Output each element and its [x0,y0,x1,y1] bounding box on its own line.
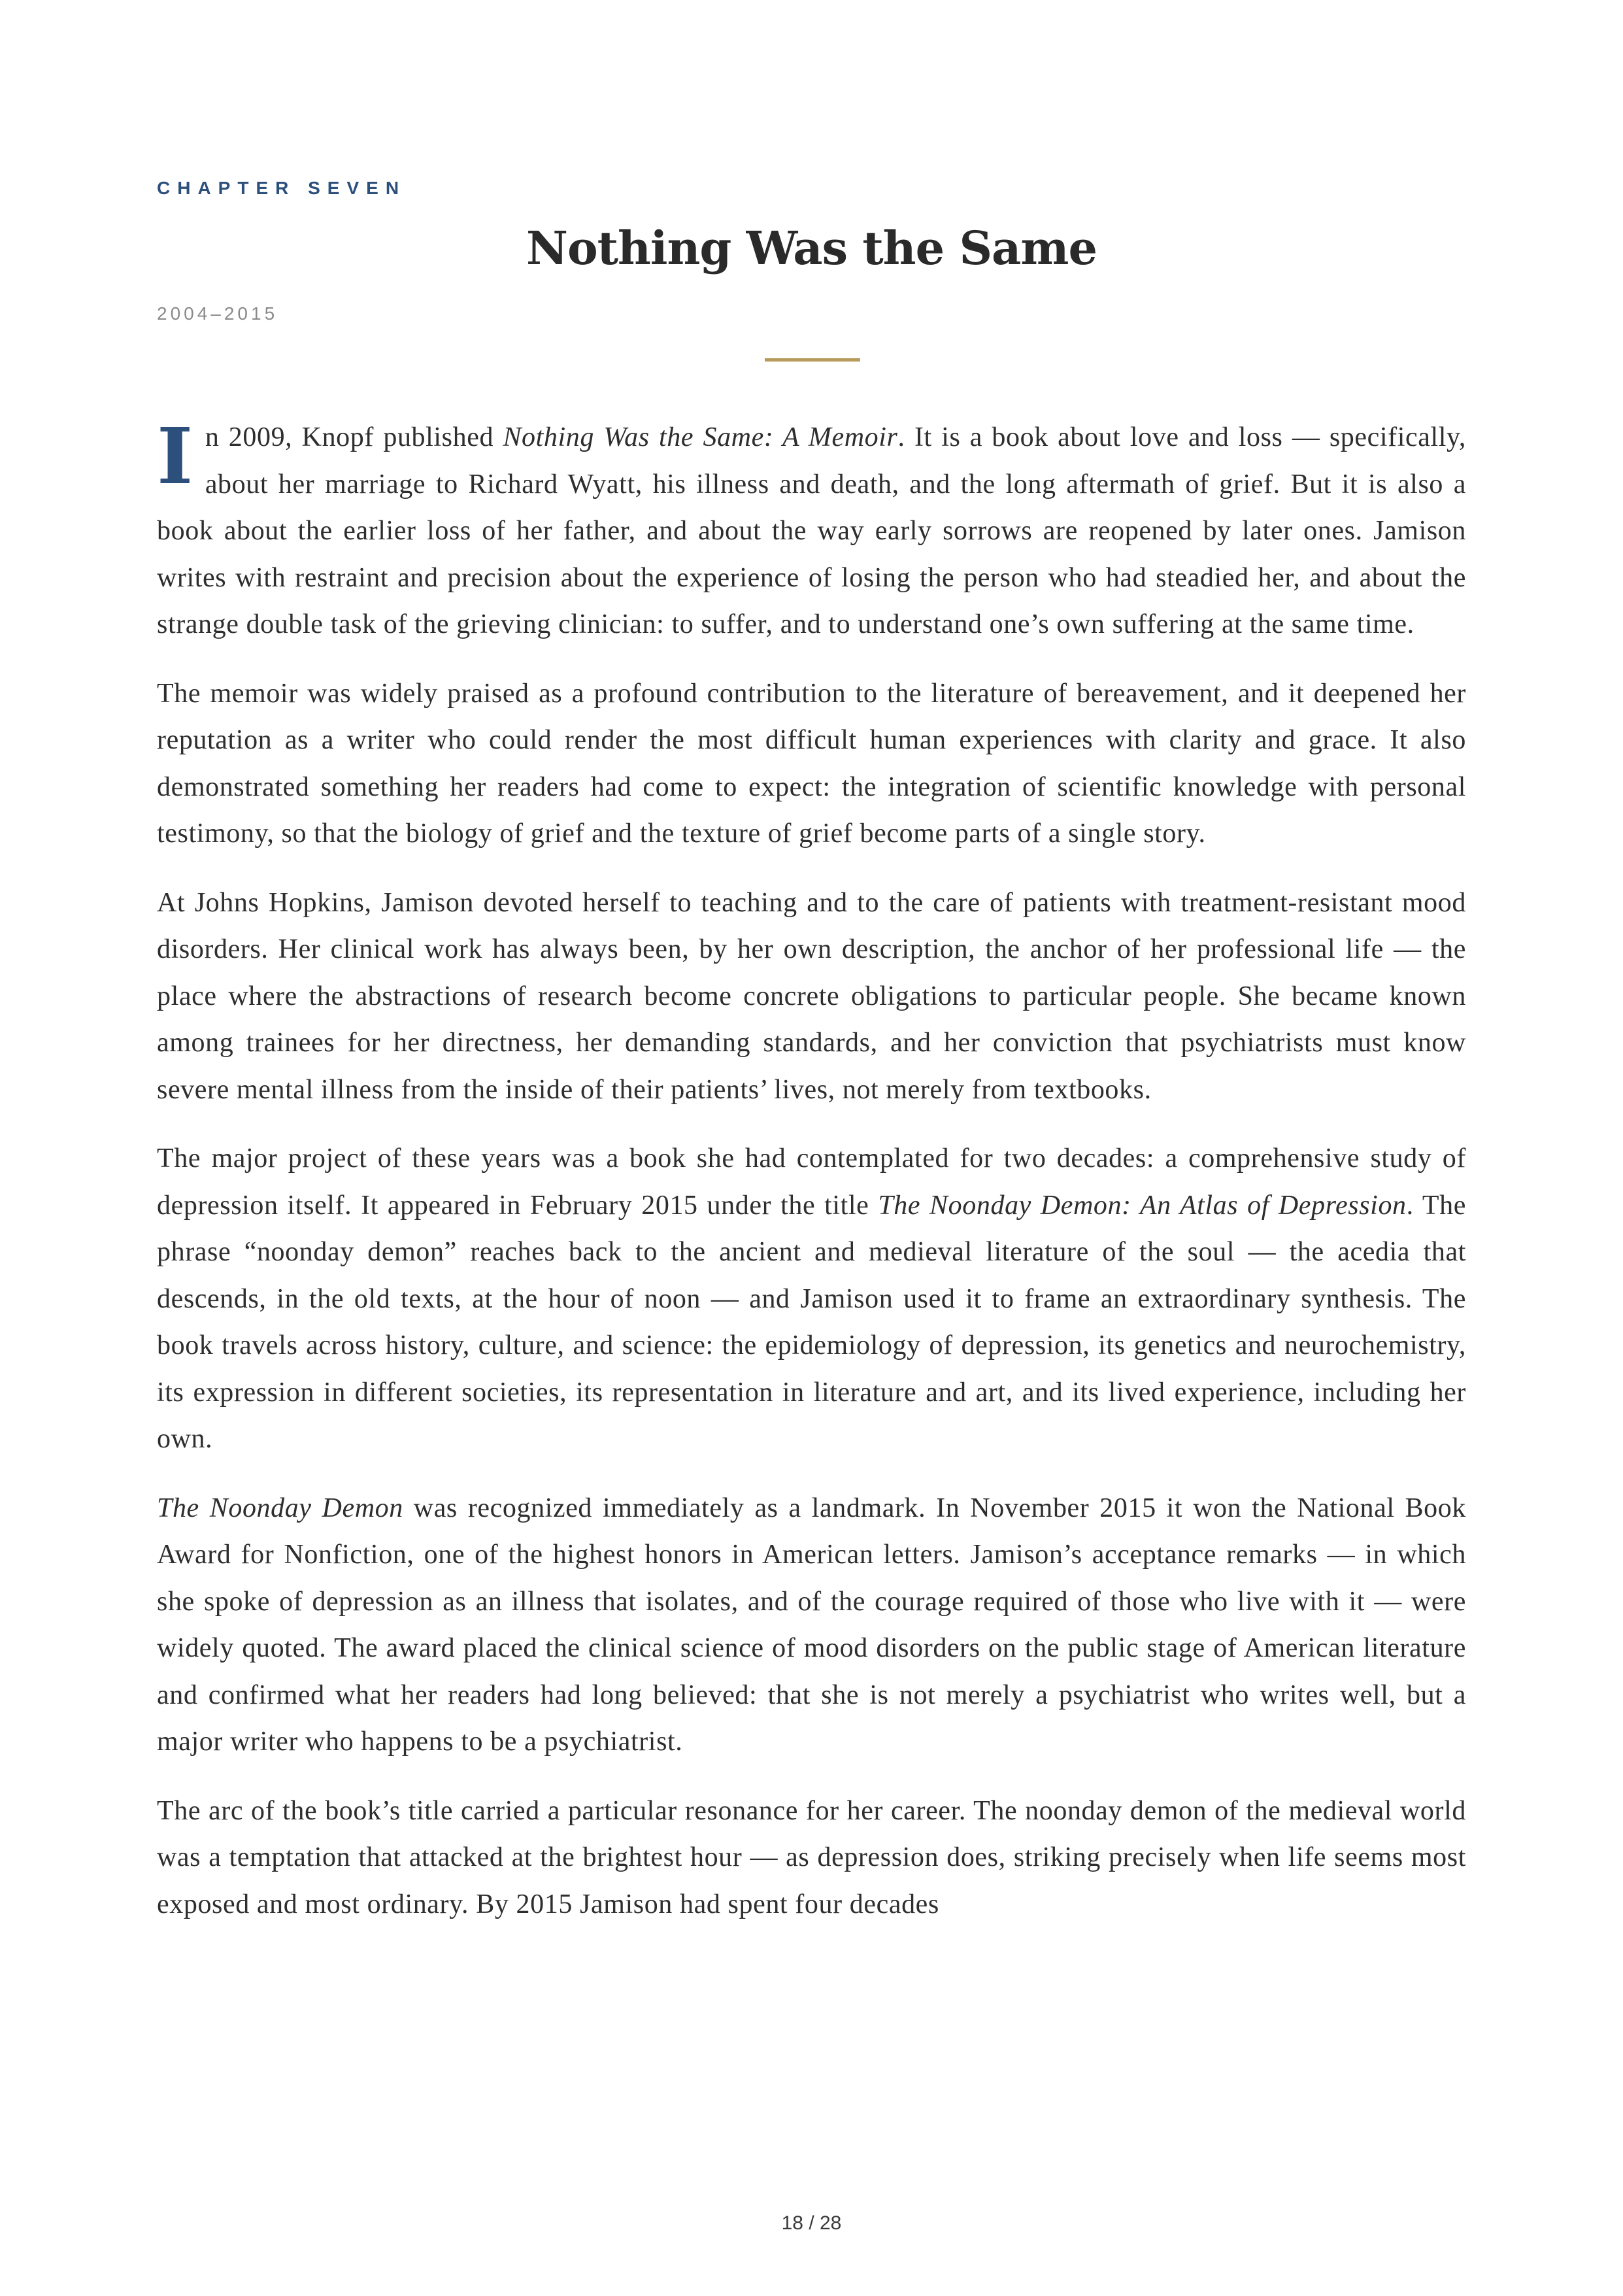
paragraph-text: . It is a book about love and loss — specifically, about her marriage to Richard Wyatt, his illness and death, and the long aftermath of grief. But it is also a book about the earlier loss of her father, and about the way early sorrows are reopened by later ones. Jamison writes with restraint and precision about the experience of losing the person who had steadied her, and about the strange double task of the grieving clinician: to suffer, and to understand one’s own suffering at the same time. [157,422,1466,639]
paragraph-text: The memoir was widely praised as a profound contribution to the literature of bereavement, and it deepened her reputation as a writer who could render the most difficult human experiences with clarity and grace. It also demonstrated something her readers had come to expect: the integration of scientific knowledge with personal testimony, so that the biology of grief and the texture of grief become parts of a single story. [157,678,1466,849]
book-title-italic: Nothing Was the Same: A Memoir [503,422,898,452]
paragraph-4 [157,1136,1466,1463]
paragraph-2 [157,671,1466,858]
paragraph-3 [157,880,1466,1114]
drop-cap: I [157,411,193,501]
paragraph-6 [157,1788,1466,1929]
chapter-body [157,411,1466,1950]
paragraph-1 [157,411,1466,649]
book-title-italic: The Noonday Demon: An Atlas of Depression [878,1190,1407,1221]
paragraph-text: was recognized immediately as a landmark. In November 2015 it won the National Book Award for Nonfiction, one of the highest honors in American letters. Jamison’s acceptance remarks — in which she spoke of depression as an illness that isolates, and of the courage required of those who live with it — were widely quoted. The award placed the clinical science of mood disorders on the public stage of American literature and confirmed what her readers had long believed: that she is not merely a psychiatrist who writes well, but a major writer who happens to be a psychiatrist. [157,1493,1466,1757]
paragraph-text: The major project of these years was a book she had contemplated for two decades: a comprehensive study of depression itself. It appeared in February 2015 under the title [157,1143,1466,1221]
paragraph-text: . The phrase “noonday demon” reaches back to the ancient and medieval literature of the soul — the acedia that descends, in the old texts, at the hour of noon — and Jamison used it to frame an extraordinary synthesis. The book travels across history, culture, and science: the epidemiology of depression, its genetics and neurochemistry, its expression in different societies, its representation in literature and art, and its lived experience, including her own. [157,1190,1466,1454]
paragraph-text: n 2009, Knopf published [205,422,503,452]
page-number: 18 / 28 [781,2212,842,2234]
chapter-title: Nothing Was the Same [526,221,1097,275]
chapter-date-range: 2004–2015 [157,303,278,324]
title-divider [765,358,860,362]
paragraph-text: The arc of the book’s title carried a particular resonance for her career. The noonday demon of the medieval world was a temptation that attacked at the brightest hour — as depression does, striking precisely when life seems most exposed and most ordinary. By 2015 Jamison had spent four decades [157,1795,1466,1919]
paragraph-5 [157,1485,1466,1766]
paragraph-text: At Johns Hopkins, Jamison devoted herself to teaching and to the care of patients with treatment-resistant mood disorders. Her clinical work has always been, by her own description, the anchor of her professional life — the place where the abstractions of research become concrete obligations to particular people. She became known among trainees for her directness, her demanding standards, and her conviction that psychiatrists must know severe mental illness from the inside of their patients’ lives, not merely from textbooks. [157,887,1466,1105]
book-title-italic: The Noonday Demon [157,1493,403,1523]
chapter-label: CHAPTER SEVEN [157,178,407,198]
